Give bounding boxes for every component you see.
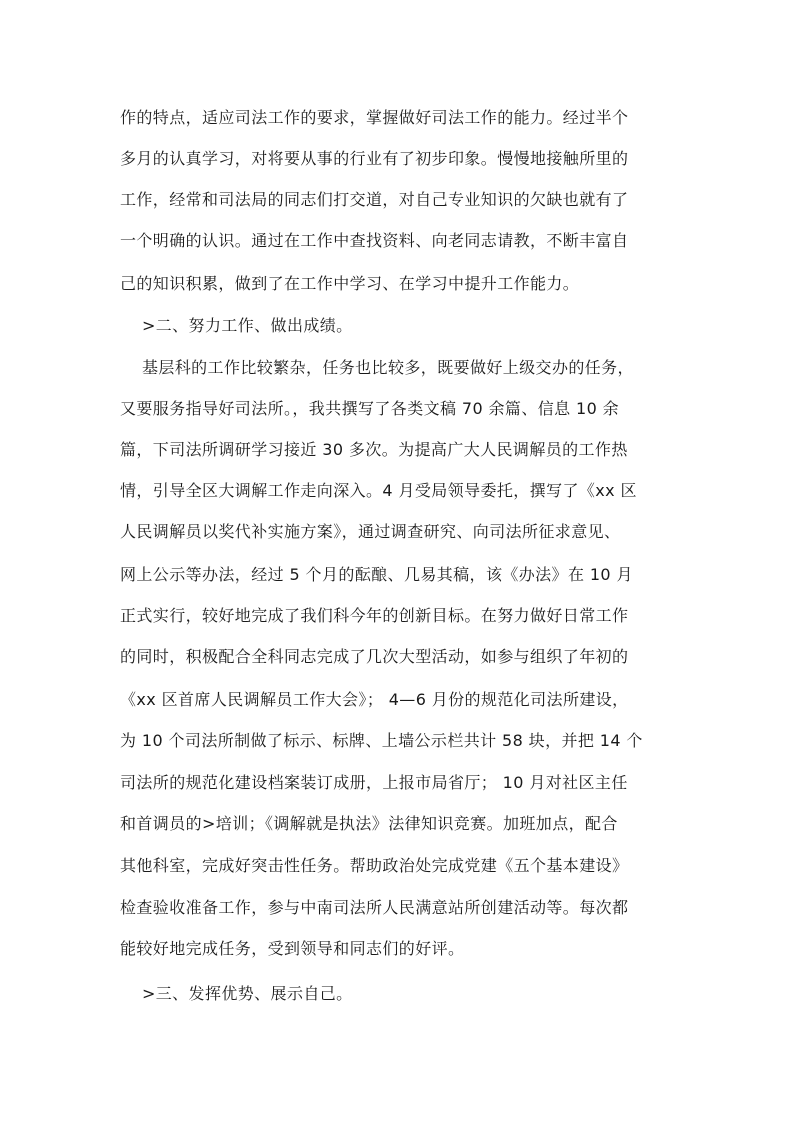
text-line: 又要服务指导好司法所。，我共撰写了各类文稿 70 余篇、信息 10 余 xyxy=(120,399,620,418)
text-line: 《xx 区首席人民调解员工作大会》； 4—6 月份的规范化司法所建设， xyxy=(120,690,629,709)
text-line: 基层科的工作比较繁杂，任务也比较多，既要做好上级交办的任务， xyxy=(120,358,634,377)
text-line: 情，引导全区大调解工作走向深入。4 月受局领导委托，撰写了《xx 区 xyxy=(120,481,637,500)
text-line: 正式实行，较好地完成了我们科今年的创新目标。在努力做好日常工作 xyxy=(120,606,629,625)
text-line: 其他科室，完成好突击性任务。帮助政治处完成党建《五个基本建设》 xyxy=(120,856,629,875)
section-heading: >二、努力工作、做出成绩。 xyxy=(120,316,353,335)
section-heading: >三、发挥优势、展示自己。 xyxy=(120,984,353,1003)
text-line: 检查验收准备工作，参与中南司法所人民满意站所创建活动等。每次都 xyxy=(120,898,629,917)
text-line: 作的特点，适应司法工作的要求，掌握做好司法工作的能力。经过半个 xyxy=(120,108,629,127)
text-line: 能较好地完成任务，受到领导和同志们的好评。 xyxy=(120,939,465,958)
text-line: 和首调员的>培训；《调解就是执法》法律知识竞赛。加班加点，配合 xyxy=(120,814,618,833)
text-line: 的同时，积极配合全科同志完成了几次大型活动，如参与组织了年初的 xyxy=(120,647,629,666)
text-line: 司法所的规范化建设档案装订成册，上报市局省厅； 10 月对社区主任 xyxy=(120,773,628,792)
text-line: 己的知识积累，做到了在工作中学习、在学习中提升工作能力。 xyxy=(120,274,580,293)
text-line: 工作，经常和司法局的同志们打交道，对自己专业知识的欠缺也就有了 xyxy=(120,190,629,209)
text-line: 多月的认真学习，对将要从事的行业有了初步印象。慢慢地接触所里的 xyxy=(120,149,629,168)
text-line: 一个明确的认识。通过在工作中查找资料、向老同志请教，不断丰富自 xyxy=(120,231,629,250)
text-line: 网上公示等办法，经过 5 个月的酝酿、几易其稿，该《办法》在 10 月 xyxy=(120,565,633,584)
text-line: 人民调解员以奖代补实施方案》，通过调查研究、向司法所征求意见、 xyxy=(120,522,621,541)
text-line: 为 10 个司法所制做了标示、标牌、上墙公示栏共计 58 块，并把 14 个 xyxy=(120,731,643,750)
text-line: 篇，下司法所调研学习接近 30 多次。为提高广大人民调解员的工作热 xyxy=(120,440,628,459)
